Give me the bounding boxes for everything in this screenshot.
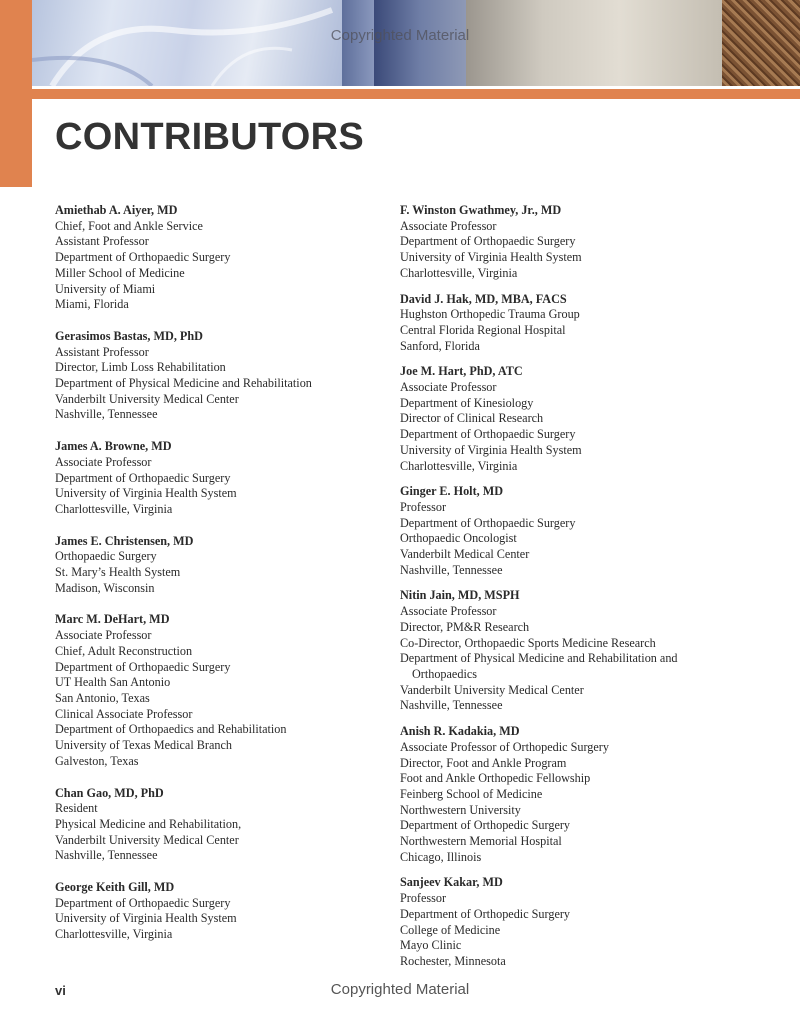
contributor-affiliation-line: Department of Orthopaedic Surgery: [400, 515, 576, 530]
contributor-affiliation-line: Sanford, Florida: [400, 338, 480, 353]
contributor-affiliation-line: Chief, Adult Reconstruction: [55, 643, 193, 658]
contributor-affiliation-line: Vanderbilt Medical Center: [400, 547, 530, 562]
contributor-affiliation-line: Department of Orthopaedic Surgery: [55, 250, 231, 265]
contributor-entry: [400, 724, 790, 865]
contributor-affiliation-line: Galveston, Texas: [55, 753, 139, 768]
contributor-affiliation-line: University of Virginia Health System: [400, 250, 582, 265]
contributor-entry: [55, 439, 375, 518]
contributor-affiliation-line: Nashville, Tennessee: [400, 562, 503, 577]
contributor-affiliation-line: Department of Physical Medicine and Rehabilitation and: [400, 651, 678, 666]
contributor-affiliation-line: Mayo Clinic: [400, 938, 462, 953]
contributor-affiliation-line: Charlottesville, Virginia: [400, 265, 518, 280]
page-title: CONTRIBUTORS: [55, 116, 365, 158]
contributor-entry: [55, 203, 375, 313]
contributor-affiliation-line: Department of Orthopaedic Surgery: [400, 234, 576, 249]
contributor-name: Ginger E. Holt, MD: [400, 484, 504, 499]
contributor-name: Marc M. DeHart, MD: [55, 612, 170, 627]
contributor-entry: [400, 292, 790, 355]
contributor-name: James E. Christensen, MD: [55, 533, 194, 548]
contributor-name: F. Winston Gwathmey, Jr., MD: [400, 203, 562, 217]
contributor-affiliation-line: University of Miami: [55, 281, 156, 296]
contributor-affiliation-line: Director, PM&R Research: [400, 619, 530, 634]
contributor-affiliation-line: Assistant Professor: [55, 344, 149, 359]
contributor-affiliation-line: Department of Orthopaedic Surgery: [55, 895, 231, 910]
contributor-affiliation-line: Department of Orthopaedics and Rehabilitation: [55, 722, 287, 737]
contributor-name: David J. Hak, MD, MBA, FACS: [400, 291, 567, 306]
contributor-affiliation-line: Clinical Associate Professor: [55, 706, 193, 721]
contributor-entry: [55, 534, 375, 597]
contributor-affiliation-line: Nashville, Tennessee: [55, 848, 158, 863]
contributor-entry: [400, 203, 790, 282]
contributor-affiliation-line: Director of Clinical Research: [400, 411, 544, 426]
contributor-affiliation-line: Physical Medicine and Rehabilitation,: [55, 816, 242, 831]
contributor-name: Chan Gao, MD, PhD: [55, 785, 164, 800]
contributor-name: James A. Browne, MD: [55, 439, 172, 454]
right-column: [400, 203, 790, 980]
contributor-affiliation-line: Department of Orthopedic Surgery: [400, 906, 571, 921]
contributor-affiliation-line: Associate Professor: [55, 628, 152, 643]
contributor-affiliation-line: University of Virginia Health System: [400, 442, 582, 457]
contributor-affiliation-line: Northwestern University: [400, 802, 521, 817]
contributor-affiliation-line: Chief, Foot and Ankle Service: [55, 218, 203, 233]
contributor-affiliation-line: University of Texas Medical Branch: [55, 738, 232, 753]
contributor-affiliation-line: Orthopaedic Surgery: [55, 549, 157, 564]
contributor-name: Joe M. Hart, PhD, ATC: [400, 364, 523, 379]
contributor-entry: [55, 329, 375, 423]
contributor-affiliation-line: Co-Director, Orthopaedic Sports Medicine Research: [400, 635, 656, 650]
contributor-affiliation-line: Hughston Orthopedic Trauma Group: [400, 307, 580, 322]
contributor-affiliation-line: Assistant Professor: [55, 234, 149, 249]
watermark-bottom: Copyrighted Material: [330, 981, 470, 998]
contributor-affiliation-line: Associate Professor: [55, 454, 152, 469]
contributor-affiliation-line: College of Medicine: [400, 922, 501, 937]
contributor-affiliation-line: Central Florida Regional Hospital: [400, 322, 566, 337]
contributor-name: Sanjeev Kakar, MD: [400, 875, 503, 890]
contributor-affiliation-line: Charlottesville, Virginia: [400, 458, 518, 473]
contributor-affiliation-line: Miller School of Medicine: [55, 265, 185, 280]
contributor-affiliation-line: Orthopaedics: [412, 666, 477, 681]
contributor-affiliation-line: University of Virginia Health System: [55, 911, 237, 926]
contributor-affiliation-line: Charlottesville, Virginia: [55, 927, 173, 942]
contributor-affiliation-line: St. Mary’s Health System: [55, 565, 181, 580]
orange-rule: [32, 89, 800, 99]
contributor-affiliation-line: Resident: [55, 801, 98, 816]
contributor-name: George Keith Gill, MD: [55, 880, 175, 895]
contributor-affiliation-line: Department of Kinesiology: [400, 395, 534, 410]
contributor-affiliation-line: Department of Orthopaedic Surgery: [55, 470, 231, 485]
contributor-affiliation-line: Madison, Wisconsin: [55, 580, 155, 595]
contributor-affiliation-line: Vanderbilt University Medical Center: [55, 391, 239, 406]
contributor-affiliation-line: Department of Orthopedic Surgery: [400, 818, 571, 833]
contributor-affiliation-line: Miami, Florida: [55, 297, 129, 312]
contributor-name: Anish R. Kadakia, MD: [400, 724, 520, 739]
contributor-affiliation-line: Feinberg School of Medicine: [400, 786, 543, 801]
contributor-affiliation-line: Orthopaedic Oncologist: [400, 531, 517, 546]
contributor-affiliation-line: Professor: [400, 499, 447, 514]
contributor-affiliation-line: UT Health San Antonio: [55, 675, 171, 690]
contributor-affiliation-line: Department of Physical Medicine and Rehabilitation: [55, 376, 312, 391]
contributor-name: Gerasimos Bastas, MD, PhD: [55, 328, 203, 343]
contributor-affiliation-line: Foot and Ankle Orthopedic Fellowship: [400, 771, 591, 786]
contributor-entry: [55, 786, 375, 865]
contributor-affiliation-line: Professor: [400, 891, 447, 906]
left-column: [55, 203, 375, 959]
contributor-affiliation-line: Director, Foot and Ankle Program: [400, 755, 567, 770]
contributor-affiliation-line: Department of Orthopaedic Surgery: [400, 427, 576, 442]
contributor-affiliation-line: San Antonio, Texas: [55, 690, 150, 705]
contributor-affiliation-line: Department of Orthopaedic Surgery: [55, 659, 231, 674]
orange-side-tab: [0, 0, 32, 187]
contributor-entry: [400, 588, 790, 714]
contributor-affiliation-line: Associate Professor: [400, 380, 497, 395]
contributor-entry: [400, 484, 790, 578]
page-number: vi: [55, 983, 66, 998]
contributor-entry: [400, 875, 790, 969]
contributor-name: Nitin Jain, MD, MSPH: [400, 588, 520, 603]
contributor-affiliation-line: Nashville, Tennessee: [55, 407, 158, 422]
contributor-name: Amiethab A. Aiyer, MD: [55, 203, 178, 217]
contributor-affiliation-line: Charlottesville, Virginia: [55, 501, 173, 516]
contributor-affiliation-line: Associate Professor of Orthopedic Surgery: [400, 739, 609, 754]
contributor-affiliation-line: Vanderbilt University Medical Center: [55, 832, 239, 847]
contributor-affiliation-line: University of Virginia Health System: [55, 486, 237, 501]
contributor-affiliation-line: Nashville, Tennessee: [400, 698, 503, 713]
contributor-entry: [55, 880, 375, 943]
contributor-entry: [400, 364, 790, 474]
contributor-entry: [55, 612, 375, 769]
contributor-affiliation-line: Northwestern Memorial Hospital: [400, 834, 562, 849]
contributor-affiliation-line: Vanderbilt University Medical Center: [400, 682, 584, 697]
contributor-affiliation-line: Associate Professor: [400, 218, 497, 233]
contributor-affiliation-line: Director, Limb Loss Rehabilitation: [55, 360, 226, 375]
contributor-affiliation-line: Associate Professor: [400, 604, 497, 619]
contributor-affiliation-line: Chicago, Illinois: [400, 849, 482, 864]
watermark-top: Copyrighted Material: [330, 27, 470, 44]
contributor-affiliation-line: Rochester, Minnesota: [400, 953, 506, 968]
